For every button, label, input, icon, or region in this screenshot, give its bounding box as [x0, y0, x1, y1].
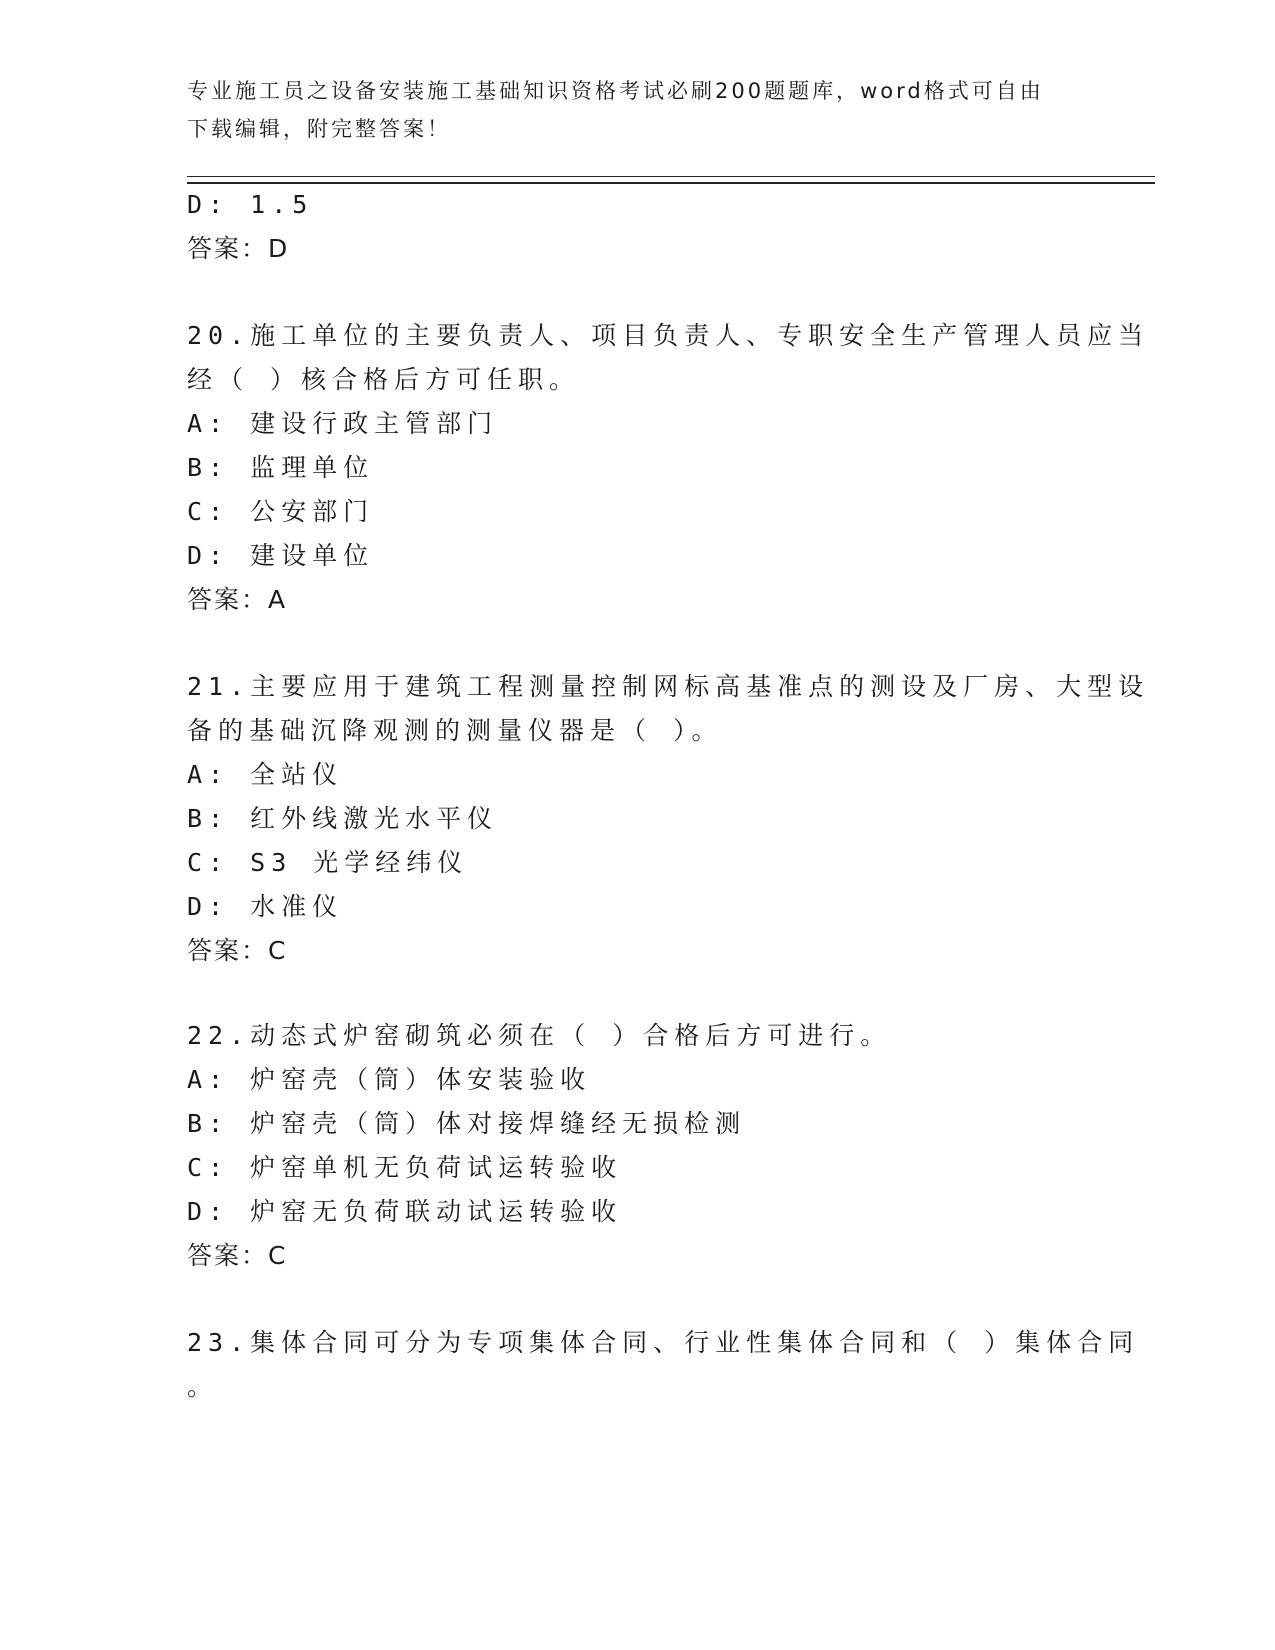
q23-stem-line-1: 23.集体合同可分为专项集体合同、行业性集体合同和（ ）集体合同 — [187, 1328, 1140, 1357]
prev-answer: 答案：D — [187, 234, 290, 263]
q20-option-c: C: 公安部门 — [187, 497, 375, 526]
q22-option-a: A: 炉窑壳（筒）体安装验收 — [187, 1065, 592, 1094]
q20-stem-line-1: 20.施工单位的主要负责人、项目负责人、专职安全生产管理人员应当 — [187, 321, 1150, 350]
document-header — [187, 72, 1087, 148]
q20-stem-line-2: 经（ ）核合格后方可任职。 — [187, 365, 581, 394]
q23-stem-line-2: 。 — [187, 1372, 219, 1401]
q21-option-a: A: 全站仪 — [187, 760, 344, 789]
q21-stem-line-2: 备的基础沉降观测的测量仪器是（ ）。 — [187, 716, 723, 745]
q22-stem-line-1: 22.动态式炉窑砌筑必须在（ ）合格后方可进行。 — [187, 1021, 892, 1050]
header-title-line-2: 下载编辑，附完整答案！ — [187, 117, 451, 141]
q22-answer: 答案：C — [187, 1241, 288, 1270]
q21-option-b: B: 红外线激光水平仪 — [187, 804, 499, 833]
q20-option-b: B: 监理单位 — [187, 453, 375, 482]
q21-option-d: D: 水准仪 — [187, 892, 344, 921]
q20-option-d: D: 建设单位 — [187, 541, 375, 570]
q21-answer: 答案：C — [187, 936, 288, 965]
header-title-line-1: 专业施工员之设备安装施工基础知识资格考试必刷200题题库，word格式可自由 — [187, 79, 1044, 103]
q20-option-a: A: 建设行政主管部门 — [187, 409, 499, 438]
header-divider — [187, 176, 1155, 184]
q20-answer: 答案：A — [187, 585, 288, 614]
q22-option-d: D: 炉窑无负荷联动试运转验收 — [187, 1197, 623, 1226]
q21-stem-line-1: 21.主要应用于建筑工程测量控制网标高基准点的测设及厂房、大型设 — [187, 672, 1150, 701]
q22-option-b: B: 炉窑壳（筒）体对接焊缝经无损检测 — [187, 1109, 747, 1138]
q21-option-c: C: S3 光学经纬仪 — [187, 848, 469, 877]
prev-option-d: D: 1.5 — [187, 190, 314, 219]
q22-option-c: C: 炉窑单机无负荷试运转验收 — [187, 1153, 623, 1182]
